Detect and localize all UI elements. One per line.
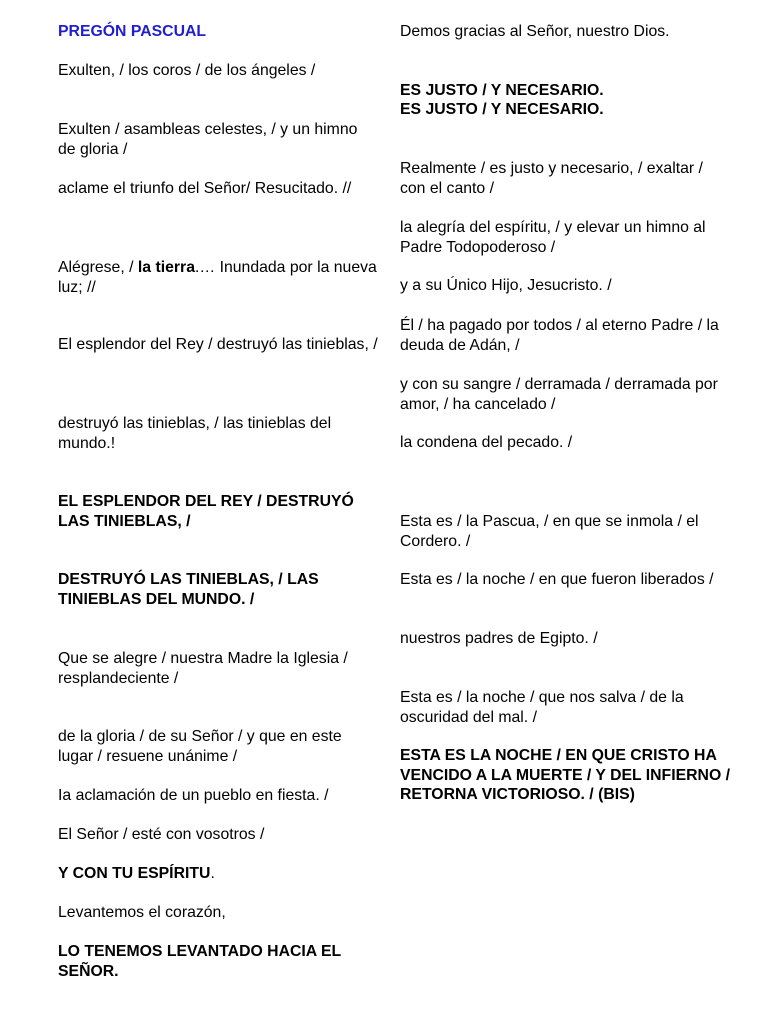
response-con-tu-espiritu-text: Y CON TU ESPÍRITU	[58, 865, 211, 882]
verse-nos-salva: Esta es / la noche / que nos salva / de la oscuridad del mal. /	[400, 689, 684, 726]
verse-con-su-sangre: y con su sangre / derramada / derramada por amor, / ha cancelado /	[400, 376, 718, 413]
verse-el-ha-pagado: Él / ha pagado por todos / al eterno Padre / la deuda de Adán, /	[400, 317, 719, 354]
verse-aclamacion: Ia aclamación de un pueblo en fiesta. /	[58, 787, 329, 804]
verse-exulten-asambleas: Exulten / asambleas celestes, / y un himno de gloria /	[58, 121, 358, 158]
verse-aclame: aclame el triunfo del Señor/ Resucitado. //	[58, 180, 352, 197]
verse-egipto: nuestros padres de Egipto. /	[400, 630, 598, 647]
response-esplendor: EL ESPLENDOR DEL REY / DESTRUYÓ LAS TINIEBLAS, /	[58, 493, 354, 530]
document-title: PREGÓN PASCUAL	[58, 23, 207, 40]
verse-de-la-gloria: de la gloria / de su Señor / y que en este lugar / resuene unánime /	[58, 728, 342, 765]
response-con-tu-espiritu	[58, 864, 378, 884]
verse-el-senor: El Señor / esté con vosotros /	[58, 826, 265, 843]
verse-la-alegria: la alegría del espíritu, / y elevar un himno al Padre Todopoderoso /	[400, 219, 706, 256]
verse-esplendor: El esplendor del Rey / destruyó las tinieblas, /	[58, 336, 378, 353]
verse-levantemos: Levantemos el corazón,	[58, 904, 226, 921]
response-period: .	[210, 865, 215, 882]
verse-alegrese-end: .… Inundada por la nueva luz; //	[58, 259, 377, 296]
verse-destruyo: destruyó las tinieblas, / las tinieblas del mundo.!	[58, 415, 332, 452]
verse-la-pascua: Esta es / la Pascua, / en que se inmola / el Cordero. /	[400, 513, 699, 550]
verse-realmente: Realmente / es justo y necesario, / exaltar / con el canto /	[400, 160, 703, 197]
verse-liberados: Esta es / la noche / en que fueron liberados /	[400, 571, 714, 588]
verse-que-se-alegre: Que se alegre / nuestra Madre la Iglesia / resplandeciente /	[58, 650, 348, 687]
response-esta-es-la-noche: ESTA ES LA NOCHE / EN QUE CRISTO HA VENCIDO A LA MUERTE / Y DEL INFIERNO / RETORNA VICTORIOSO. / (BIS)	[400, 747, 731, 803]
response-es-justo-2: ES JUSTO / Y NECESARIO.	[400, 101, 604, 118]
verse-alegrese-bold: la tierra	[137, 259, 195, 276]
verse-unico-hijo: y a su Único Hijo, Jesucristo. /	[400, 277, 612, 294]
verse-alegrese-start: Alégrese, /	[58, 259, 138, 276]
verse-alegrese	[58, 258, 378, 297]
verse-la-condena: la condena del pecado. /	[400, 434, 573, 451]
verse-demos-gracias: Demos gracias al Señor, nuestro Dios.	[400, 23, 670, 40]
response-lo-tenemos: LO TENEMOS LEVANTADO HACIA EL SEÑOR.	[58, 943, 341, 980]
response-destruyo: DESTRUYÓ LAS TINIEBLAS, / LAS TINIEBLAS DEL MUNDO. /	[58, 571, 319, 608]
response-es-justo-1: ES JUSTO / Y NECESARIO.	[400, 82, 604, 99]
verse-exulten-coros: Exulten, / los coros / de los ángeles /	[58, 62, 316, 79]
